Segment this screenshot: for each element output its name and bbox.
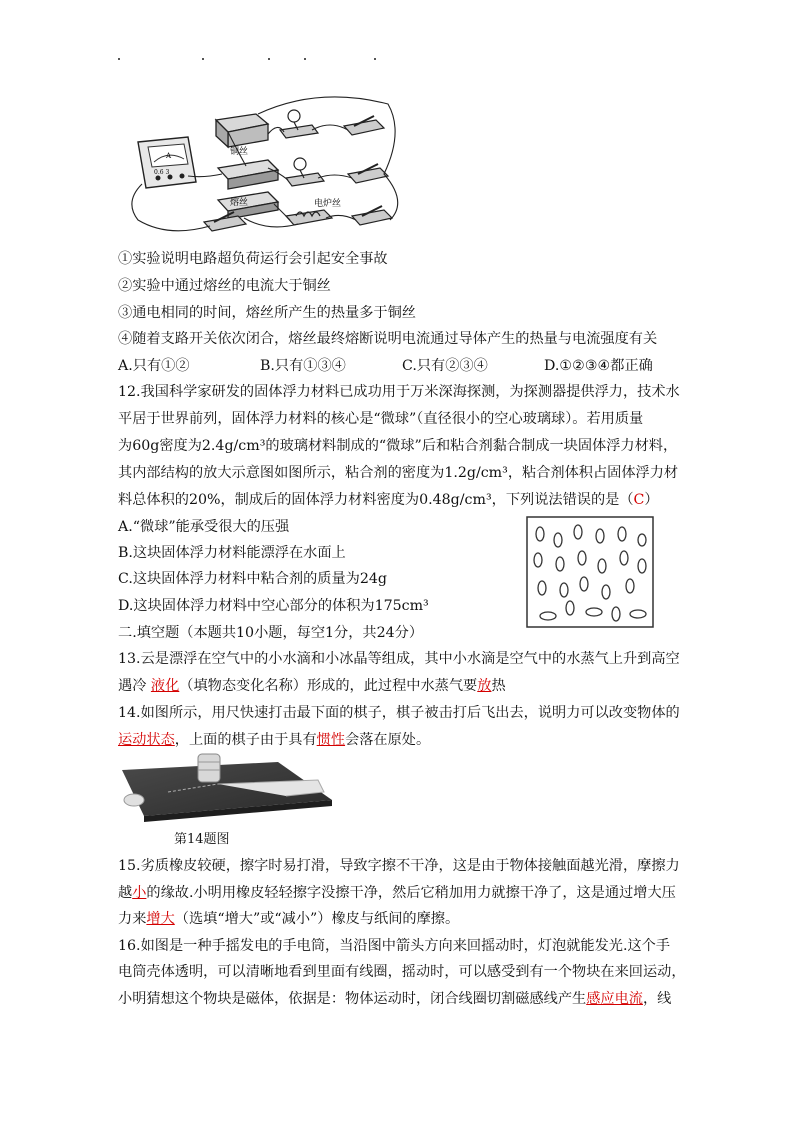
- q12-option-c: C.这块固体浮力材料中粘合剂的质量为24g: [118, 571, 387, 587]
- chess-piece-stack: [198, 754, 220, 782]
- q13-line-2: [118, 675, 678, 695]
- fuse-label: 熔丝: [230, 198, 249, 208]
- q16-line-1: 16.如图是一种手摇发电的手电筒，当沿图中箭头方向来回摇动时，灯泡就能发光.这个手: [118, 938, 671, 954]
- q12-text-line: 平居于世界前列，固体浮力材料的核心是“微球”（直径很小的空心玻璃球）。若用质量: [118, 411, 644, 427]
- q12-close-paren: ）: [644, 492, 659, 508]
- q15-line-2: [118, 882, 678, 902]
- q16-answer-1: 感应电流: [586, 991, 643, 1007]
- header-dot: [374, 58, 376, 60]
- q14-answer-2: 惯性: [316, 732, 346, 748]
- q11-options: [118, 355, 678, 375]
- flying-chess-piece: [124, 794, 144, 806]
- q15-answer-1: 小: [132, 885, 147, 901]
- q12-option-d: D.这块固体浮力材料中空心部分的体积为175cm³: [118, 598, 429, 614]
- q14-text: ，上面的棋子由于具有: [174, 732, 317, 748]
- heater-label: 电炉丝: [314, 199, 342, 209]
- ammeter-a-label: A: [166, 152, 172, 160]
- q11-option-d: D.①②③④都正确: [544, 358, 653, 374]
- q14-text: 会落在原处。: [345, 732, 431, 748]
- q16-text: 小明猜想这个物块是磁体，依据是：物体运动时，闭合线圈切割磁感线产生: [118, 991, 587, 1007]
- q14-answer-1: 运动状态: [118, 732, 175, 748]
- q11-statement-3: ③通电相同的时间，熔丝所产生的热量多于铜丝: [118, 305, 416, 321]
- q14-line-1: 14.如图所示，用尺快速打击最下面的棋子，棋子被击打后飞出去，说明力可以改变物体的: [118, 705, 680, 721]
- q16-line-2: 电筒壳体透明，可以清晰地看到里面有线圈，摇动时，可以感受到有一个物块在来回运动，: [118, 964, 686, 980]
- ammeter-tick-label: 0.6 3: [154, 169, 170, 176]
- q13-text: 热: [491, 678, 506, 694]
- q14-figure-caption: 第14题图: [174, 832, 230, 847]
- q13-text: 遇冷: [118, 678, 147, 694]
- q12-text-line: 其内部结构的放大示意图如图所示，粘合剂的密度为1.2g/cm³，粘合剂体积占固体浮力材: [118, 465, 679, 481]
- q16-text: ，线: [642, 991, 672, 1007]
- header-dots: [118, 58, 388, 66]
- q14-line-2: [118, 729, 678, 749]
- section-2-heading: 二.填空题（本题共10小题，每空1分，共24分）: [118, 625, 424, 641]
- q13-answer-2: 放: [477, 678, 492, 694]
- microsphere-figure: [526, 516, 654, 628]
- q15-line-3: [118, 908, 678, 928]
- q15-text: 的缘故.小明用橡皮轻轻擦字没擦干净，然后它稍加用力就擦干净了，这是通过增大压: [146, 885, 676, 901]
- header-dot: [304, 58, 306, 60]
- q15-line-1: 15.劣质橡皮较硬，擦字时易打滑，导致字擦不干净，这是由于物体接触面越光滑，摩擦力: [118, 858, 680, 874]
- q15-text: （选填“增大”或“减小”）橡皮与纸间的摩擦。: [174, 911, 460, 927]
- circuit-figure: [118, 92, 404, 242]
- q13-line-1: 13.云是漂浮在空气中的小水滴和小冰晶等组成，其中小水滴是空气中的水蒸气上升到高空: [118, 651, 680, 667]
- q11-statement-1: ①实验说明电路超负荷运行会引起安全事故: [118, 251, 388, 267]
- ammeter-icon: [138, 137, 196, 188]
- q11-option-a: A.只有①②: [118, 358, 190, 374]
- header-dot: [202, 58, 204, 60]
- q15-text: 力来: [118, 911, 147, 927]
- q12-option-b: B.这块固体浮力材料能漂浮在水面上: [118, 545, 346, 561]
- header-dot: [118, 58, 120, 60]
- q11-option-b: B.只有①③④: [260, 358, 346, 374]
- q15-answer-2: 增大: [146, 911, 175, 927]
- q12-text-line: 料总体积的20%，制成后的固体浮力材料密度为0.48g/cm³，下列说法错误的是（: [118, 492, 634, 508]
- q11-statement-4: ④随着支路开关依次闭合，熔丝最终熔断说明电流通过导体产生的热量与电流强度有关: [118, 331, 658, 347]
- copper-wire-label: 铜丝: [230, 147, 249, 157]
- q15-text: 越: [118, 885, 133, 901]
- q16-line-3: [118, 988, 678, 1008]
- q12-text-line-last: [118, 489, 678, 509]
- q13-answer-1: 液化: [150, 678, 180, 694]
- chess-stack-figure: [118, 752, 336, 824]
- q12-answer: C: [633, 492, 645, 508]
- q12-text-line: 为60g密度为2.4g/cm³的玻璃材料制成的“微球”后和粘合剂黏合制成一块固体浮力材料，: [118, 438, 678, 454]
- q13-text: （填物态变化名称）形成的，此过程中水蒸气要: [179, 678, 478, 694]
- q12-option-a: A.“微球”能承受很大的压强: [118, 519, 290, 535]
- q11-statement-2: ②实验中通过熔丝的电流大于铜丝: [118, 278, 331, 294]
- q12-text-line: 12.我国科学家研发的固体浮力材料已成功用于万米深海探测，为探测器提供浮力，技术水: [118, 384, 680, 400]
- header-dot: [268, 58, 270, 60]
- q11-option-c: C.只有②③④: [402, 358, 488, 374]
